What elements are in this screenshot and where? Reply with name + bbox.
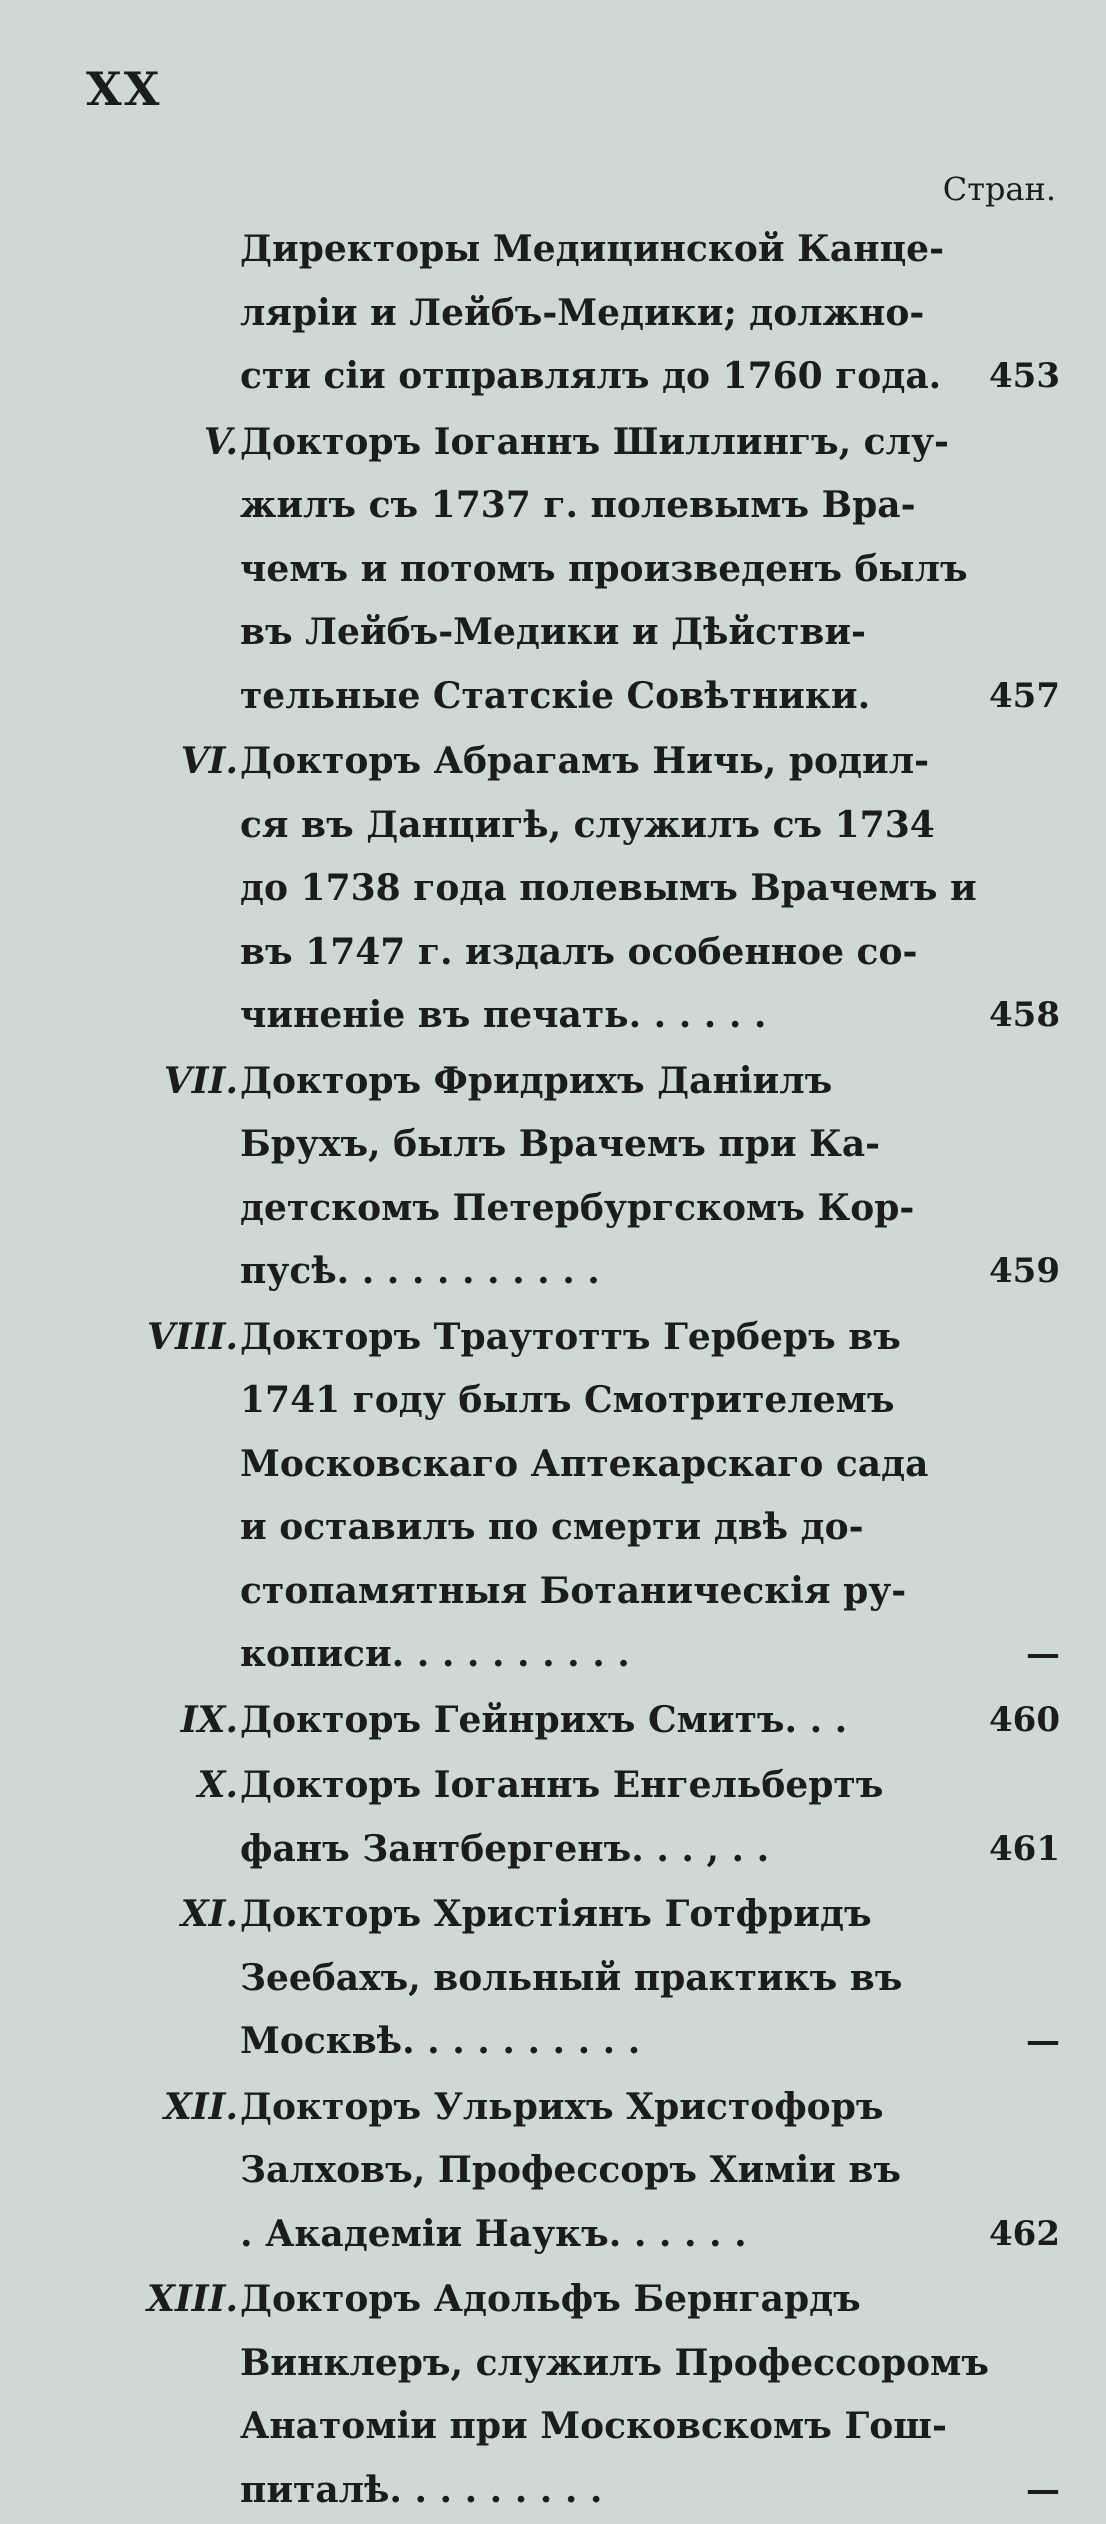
entry-line: [0, 794, 1106, 858]
entry-text: Докторъ Христiянъ Готфридъ: [240, 1893, 872, 1935]
page-folio: XX: [86, 62, 162, 116]
entry-line: [0, 1623, 1106, 1687]
entry-line: [0, 218, 1106, 282]
entry-text: кописи. . . . . . . . . .: [240, 1633, 630, 1675]
contents-entry: [0, 730, 1106, 1048]
entry-text: Москвѣ. . . . . . . . . .: [240, 2020, 641, 2062]
entry-line: [0, 730, 1106, 794]
entry-line: [0, 538, 1106, 602]
entry-text: питалѣ. . . . . . . . .: [240, 2468, 603, 2511]
entry-page-number: 458: [989, 995, 1060, 1035]
entry-line: [0, 1433, 1106, 1497]
entry-line: [0, 665, 1106, 729]
entry-number: XII.: [163, 2085, 238, 2128]
entry-line: [0, 857, 1106, 921]
page-column-label: Стран.: [942, 170, 1056, 208]
entry-text: Докторъ Адольфъ Бернгардъ: [240, 2278, 861, 2320]
entry-number: IX.: [180, 1698, 238, 1741]
entry-text: Московскаго Аптекарскаго сада: [240, 1442, 929, 1485]
entry-text: фанъ Зантбергенъ. . . , . .: [240, 1827, 770, 1870]
contents-list: [0, 218, 1106, 2524]
entry-page-number: 459: [989, 1251, 1060, 1291]
contents-entry: [0, 1883, 1106, 2074]
entry-line: [0, 2395, 1106, 2459]
entry-text: чиненiе въ печать. . . . . .: [240, 994, 767, 1036]
entry-line: [0, 1369, 1106, 1433]
entry-line: [0, 2010, 1106, 2074]
entry-line: [0, 1947, 1106, 2011]
contents-entry: [0, 1754, 1106, 1881]
entry-line: [0, 1560, 1106, 1624]
entry-text: Докторъ Траутоттъ Герберъ въ: [240, 1315, 901, 1358]
entry-line: [0, 2076, 1106, 2140]
entry-text: Докторъ Фридрихъ Данiилъ: [240, 1059, 833, 1102]
entry-text: Зеебахъ, вольный практикъ въ: [240, 1956, 903, 1999]
entry-page-number: 462: [989, 2213, 1060, 2254]
entry-text: и оставилъ по смерти двѣ до-: [240, 1506, 864, 1548]
entry-text: Докторъ Гейнрихъ Смитъ. . .: [240, 1698, 848, 1741]
entry-line: [0, 1306, 1106, 1370]
entry-line: [0, 1496, 1106, 1560]
entry-text: Залховъ, Профессоръ Химiи въ: [240, 2149, 902, 2191]
entry-page-number: 457: [989, 675, 1060, 716]
entry-line: [0, 1240, 1106, 1304]
entry-line: [0, 1754, 1106, 1818]
entry-line: [0, 921, 1106, 985]
entry-text: Анатомiи при Московскомъ Гош-: [240, 2405, 947, 2447]
entry-page-number: —: [1026, 2469, 1060, 2510]
entry-number: XIII.: [147, 2278, 238, 2320]
entry-number: V.: [203, 420, 238, 463]
entry-text: Директоры Медицинской Канце-: [240, 228, 945, 270]
entry-line: [0, 1113, 1106, 1177]
entry-text: до 1738 года полевымъ Врачемъ и: [240, 867, 977, 909]
entry-line: [0, 984, 1106, 1048]
entry-line: [0, 411, 1106, 475]
entry-line: [0, 2459, 1106, 2523]
entry-text: Докторъ Iоганнъ Енгельбертъ: [240, 1764, 884, 1806]
entry-line: [0, 1177, 1106, 1241]
entry-number: VIII.: [147, 1315, 238, 1358]
entry-line: [0, 601, 1106, 665]
entry-page-number: —: [1026, 1634, 1060, 1674]
contents-entry: [0, 2268, 1106, 2522]
entry-text: жилъ съ 1737 г. полевымъ Вра-: [240, 484, 916, 526]
entry-line: [0, 474, 1106, 538]
entry-page-number: —: [1026, 2021, 1060, 2061]
entry-line: [0, 2139, 1106, 2203]
entry-text: Докторъ Ульрихъ Христофоръ: [240, 2085, 884, 2128]
entry-text: въ Лейбъ-Медики и Дѣйстви-: [240, 611, 866, 653]
entry-text: . Академiи Наукъ. . . . . .: [240, 2212, 747, 2255]
entry-text: Винклеръ, служилъ Профессоромъ: [240, 2341, 990, 2384]
entry-text: въ 1747 г. издалъ особенное со-: [240, 930, 918, 973]
contents-entry: [0, 1050, 1106, 1304]
entry-text: ся въ Данцигѣ, служилъ съ 1734: [240, 803, 935, 846]
entry-text: чемъ и потомъ произведенъ былъ: [240, 547, 968, 590]
entry-page-number: 453: [989, 356, 1060, 396]
entry-number: VII.: [163, 1059, 238, 1102]
entry-text: 1741 году былъ Смотрителемъ: [240, 1379, 895, 1421]
entry-page-number: 460: [989, 1699, 1060, 1740]
entry-line: [0, 345, 1106, 409]
entry-number: XI.: [180, 1893, 238, 1935]
entry-number: VI.: [180, 740, 238, 782]
entry-line: [0, 1050, 1106, 1114]
contents-entry: [0, 1306, 1106, 1687]
entry-text: тельные Статскiе Совѣтники.: [240, 674, 871, 717]
entry-text: стопамятныя Ботаническiя ру-: [240, 1569, 907, 1612]
entry-text: детскомъ Петербургскомъ Кор-: [240, 1186, 915, 1229]
entry-line: [0, 2332, 1106, 2396]
entry-line: [0, 2203, 1106, 2267]
entry-page-number: 461: [989, 1828, 1060, 1869]
entry-line: [0, 1883, 1106, 1947]
entry-line: [0, 282, 1106, 346]
entry-number: X.: [197, 1764, 238, 1806]
entry-text: сти сiи отправлялъ до 1760 года.: [240, 355, 942, 397]
entry-text: Брухъ, былъ Врачемъ при Ка-: [240, 1123, 881, 1165]
entry-text: пусѣ. . . . . . . . . . .: [240, 1250, 600, 1292]
entry-line: [0, 2268, 1106, 2332]
entry-line: [0, 1818, 1106, 1882]
entry-text: Докторъ Iоганнъ Шиллингъ, слу-: [240, 420, 949, 463]
contents-entry: [0, 218, 1106, 409]
contents-entry: [0, 2076, 1106, 2267]
contents-entry: [0, 411, 1106, 729]
entry-line: [0, 1689, 1106, 1753]
entry-text: Докторъ Абрагамъ Ничь, родил-: [240, 740, 930, 782]
entry-text: лярiи и Лейбъ-Медики; должно-: [240, 291, 925, 334]
contents-entry: [0, 1689, 1106, 1753]
